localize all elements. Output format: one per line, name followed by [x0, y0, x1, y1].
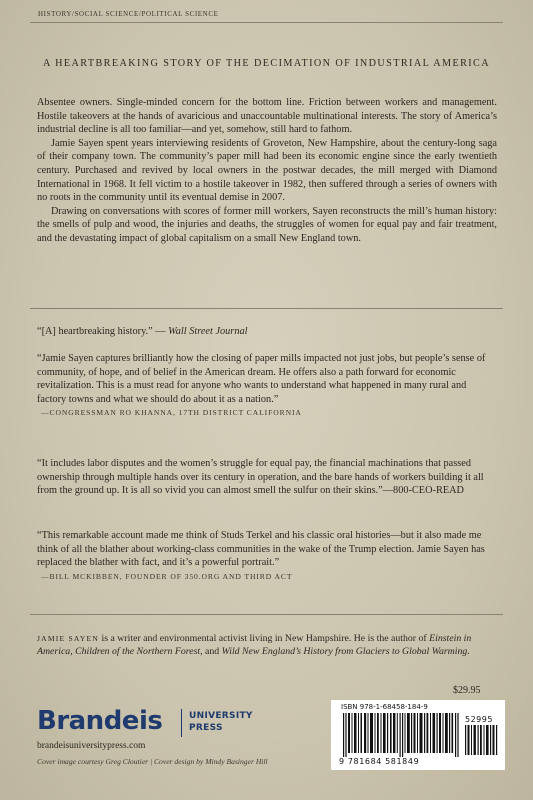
price-barcode-bars	[465, 725, 499, 755]
bio-text: .	[467, 646, 470, 658]
author-bio	[37, 632, 497, 658]
price-label: $29.95	[453, 685, 481, 696]
review-quote	[37, 457, 497, 498]
publisher-website: brandeisuniversitypress.com	[37, 741, 146, 751]
book-title: Children of the Northern Forest	[75, 646, 201, 658]
bio-text: , and	[200, 646, 222, 658]
review-quote	[37, 352, 497, 420]
cover-credits: Cover image courtesy Greg Cloutier | Cover design by Mindy Basinger Hill	[37, 757, 268, 766]
section-divider	[30, 614, 503, 615]
isbn-barcode	[331, 700, 505, 770]
author-name: JAMIE SAYEN	[37, 634, 100, 643]
quote-attribution: —BILL MCKIBBEN, FOUNDER OF 350.ORG AND THIRD ACT	[41, 571, 293, 581]
quote-text: “Jamie Sayen captures brilliantly how the closing of paper mills impacted not just jobs, but people’s sense of community, of hope, and of belief in the American dream. He offers also a path forward for economic revitalization. This is a must read for anyone who wants to understand what happened in many rural and factory towns and what we should do about it as a nation.”	[37, 353, 486, 405]
quote-text: “It includes labor disputes and the women’s struggle for equal pay, the financial machinations that passed ownership through multiple hands over its century in operation, and the bare hands of workers building it all from the ground up. It is all so vivid you can almost smell the sulfur on their skins.”—800-CEO-READ	[37, 458, 484, 497]
book-title: Wild New England’s History from Glaciers to Global Warming	[221, 646, 468, 658]
bio-text: ,	[70, 646, 76, 658]
book-description	[37, 96, 497, 246]
category-label: HISTORY/SOCIAL SCIENCE/POLITICAL SCIENCE	[38, 10, 219, 18]
quote-source: Wall Street Journal	[168, 326, 248, 337]
section-divider	[30, 308, 503, 309]
description-paragraph: Drawing on conversations with scores of former mill workers, Sayen reconstructs the mill’s human history: the smells of pulp and wood, the injuries and deaths, the struggles of women for equal pay and fair treatment, and the devastating impact of global capitalism on a small New England town.	[37, 205, 497, 244]
publisher-logo	[37, 706, 253, 736]
barcode-bars	[343, 713, 461, 757]
isbn-text: ISBN 978-1-68458-184-9	[341, 703, 428, 711]
book-title: Einstein in America	[37, 633, 472, 658]
top-divider	[30, 22, 503, 23]
publisher-logo-wordmark: Brandeis	[37, 706, 163, 736]
logo-divider	[181, 709, 182, 737]
quote-text: “This remarkable account made me think of Studs Terkel and his classic oral histories—but it also made me think of all the blather about working-class communities in the wake of the Trump election. Jamie Sayen has replaced the blather with fact, and it’s a powerful portrait.”	[37, 530, 485, 569]
price-code-text: 52995	[465, 715, 493, 724]
quote-text: “[A] heartbreaking history.” —	[37, 326, 166, 337]
review-quote	[37, 529, 497, 583]
barcode-digits: 9 781684 581849	[339, 757, 420, 766]
review-quote	[37, 325, 497, 339]
bio-text: is a writer and environmental activist living in New Hampshire. He is the author of	[99, 633, 430, 644]
publisher-logo-subtitle: UNIVERSITY PRESS	[189, 711, 253, 733]
description-paragraph: Absentee owners. Single-minded concern for the bottom line. Friction between workers and management. Hostile takeovers at the hands of avaricious and unaccountable multinational interests. The story of America’s industrial decline is all too familiar—and yet, somehow, still hard to fathom.	[37, 97, 497, 136]
description-paragraph: Jamie Sayen spent years interviewing residents of Groveton, New Hampshire, about the century-long saga of their company town. The community’s paper mill had been its economic engine since the early twentieth century. Purchased and revived by local owners in the postwar decades, the mill merged with Diamond International in 1968. It fell victim to a hostile takeover in 1982, then suffered through a series of owners with no roots in the community until its eventual demise in 2007.	[37, 137, 497, 204]
quote-attribution: —CONGRESSMAN RO KHANNA, 17TH DISTRICT CALIFORNIA	[41, 408, 302, 418]
tagline: A HEARTBREAKING STORY OF THE DECIMATION OF INDUSTRIAL AMERICA	[42, 58, 491, 69]
